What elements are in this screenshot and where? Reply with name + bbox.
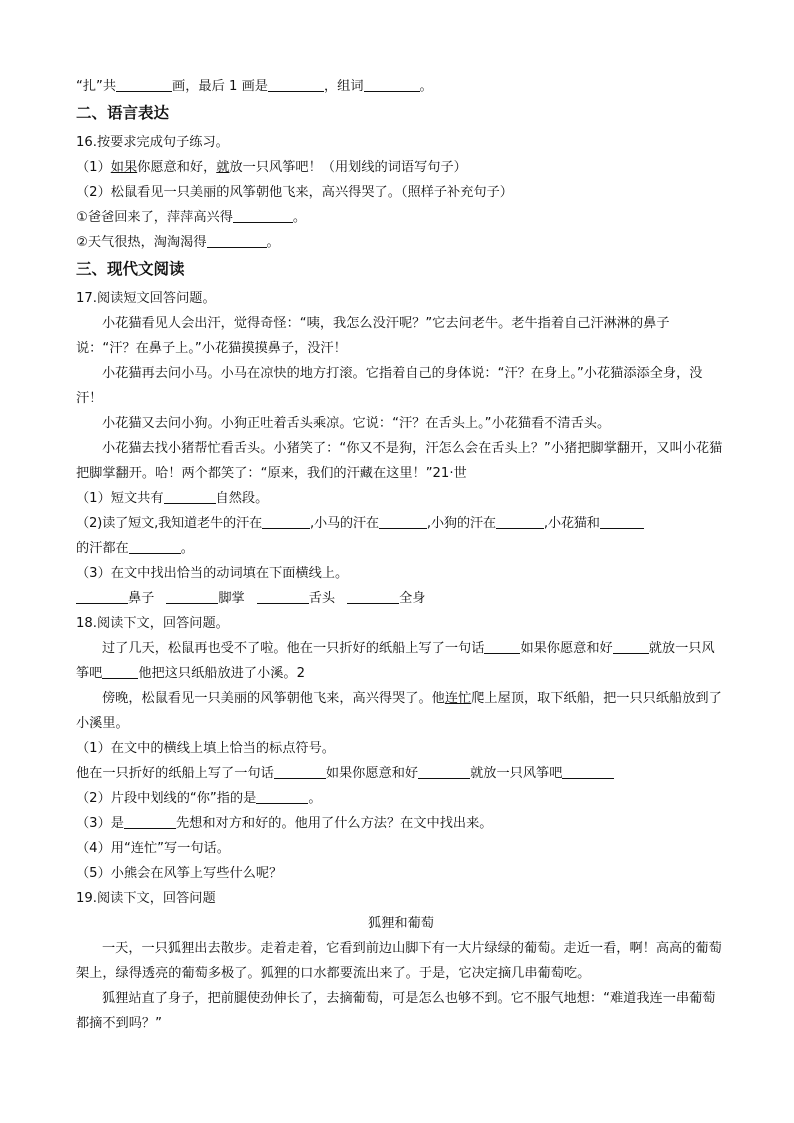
answer-blank[interactable] xyxy=(166,589,218,604)
passage-paragraph: 傍晚，松鼠看见一只美丽的风筝朝他飞来，高兴得哭了。他连忙爬上屋顶，取下纸船，把一只只纸船放到了小溪里。 xyxy=(76,691,722,731)
answer-blank[interactable] xyxy=(207,233,267,248)
question-16-item-1: ①爸爸回来了，萍萍高兴得 。 xyxy=(76,210,307,225)
answer-blank[interactable] xyxy=(102,664,138,679)
passage-paragraph: 小花猫看见人会出汗，觉得奇怪：“咦，我怎么没汗呢？”它去问老牛。老牛指着自己汗淋淋的鼻子说：“汗？在鼻子上。”小花猫摸摸鼻子，没汗！ xyxy=(76,316,670,356)
passage-paragraph: 小花猫再去问小马。小马在凉快的地方打滚。它指着自己的身体说：“汗？在身上。”小花猫添添全身，没汗！ xyxy=(76,366,703,406)
punctuation-fill-line: 他在一只折好的纸船上写了一句话 如果你愿意和好 就放一只风筝吧 xyxy=(76,761,726,786)
question-16-item-2: ②天气很热，淘淘渴得 。 xyxy=(76,235,280,250)
question-17-heading: 17.阅读短文回答问题。 xyxy=(76,291,216,306)
question-18-part-2: （2）片段中划线的“你”指的是 。 xyxy=(76,791,322,806)
section-heading-language-expression: 二、语言表达 xyxy=(76,104,170,122)
answer-blank[interactable] xyxy=(347,589,399,604)
answer-blank[interactable] xyxy=(379,514,427,529)
question-16-part-1: （1）如果你愿意和好，就放一只风筝吧！（用划线的词语写句子） xyxy=(76,160,467,175)
question-18-part-4: （4）用“连忙”写一句话。 xyxy=(76,841,230,856)
question-18-part-1: （1）在文中的横线上填上恰当的标点符号。 xyxy=(76,741,335,756)
passage-paragraph: 狐狸站直了身子，把前腿使劲伸长了，去摘葡萄，可是怎么也够不到。它不服气地想：“难道我连一串葡萄都摘不到吗？” xyxy=(76,991,716,1031)
answer-blank[interactable] xyxy=(484,639,520,654)
question-17-part-3: （3）在文中找出恰当的动词填在下面横线上。 xyxy=(76,566,349,581)
question-18-heading: 18.阅读下文，回答问题。 xyxy=(76,616,229,631)
section-heading-modern-reading: 三、现代文阅读 xyxy=(76,260,185,278)
answer-blank[interactable] xyxy=(600,514,644,529)
answer-blank[interactable] xyxy=(233,208,293,223)
passage-paragraph: 小花猫去找小猪帮忙看舌头。小猪笑了：“你又不是狗，汗怎么会在舌头上？”小猪把脚掌翻开，又叫小花猫把脚掌翻开。哈！两个都笑了：“原来，我们的汗藏在这里！”21·世 xyxy=(76,441,723,481)
answer-blank[interactable] xyxy=(76,589,128,604)
question-19-heading: 19.阅读下文，回答问题 xyxy=(76,891,216,906)
answer-blank[interactable] xyxy=(268,77,324,92)
answer-blank[interactable] xyxy=(116,77,172,92)
answer-blank[interactable] xyxy=(164,489,216,504)
passage-paragraph: 过了几天，松鼠再也受不了啦。他在一只折好的纸船上写了一句话 如果你愿意和好 就放一只风筝吧 他把这只纸船放进了小溪。2 xyxy=(76,641,715,681)
question-17-part-2: （2)读了短文,我知道老牛的汗在 ,小马的汗在 ,小狗的汗在 ,小花猫和 xyxy=(76,511,726,536)
verb-fill-line: 鼻子 脚掌 舌头 全身 xyxy=(76,586,726,611)
answer-blank[interactable] xyxy=(256,789,308,804)
answer-blank[interactable] xyxy=(274,764,326,779)
question-17-part-1: （1）短文共有 自然段。 xyxy=(76,491,269,506)
answer-blank[interactable] xyxy=(262,514,310,529)
passage-title: 狐狸和葡萄 xyxy=(368,916,434,931)
answer-blank[interactable] xyxy=(364,77,420,92)
answer-blank[interactable] xyxy=(562,764,614,779)
question-17-part-2-cont: 的汗都在 。 xyxy=(76,541,194,556)
answer-blank[interactable] xyxy=(124,814,176,829)
stroke-question-line: “扎”共 画，最后 1 画是 ，组词 。 xyxy=(76,79,433,94)
answer-blank[interactable] xyxy=(129,539,181,554)
question-18-part-5: （5）小熊会在风筝上写些什么呢？ xyxy=(76,866,283,881)
passage-paragraph: 小花猫又去问小狗。小狗正吐着舌头乘凉。它说：“汗？在舌头上。”小花猫看不清舌头。 xyxy=(102,416,611,431)
question-18-part-3: （3）是 先想和对方和好的。他用了什么方法？在文中找出来。 xyxy=(76,816,493,831)
answer-blank[interactable] xyxy=(257,589,309,604)
worksheet-page xyxy=(76,74,726,1036)
passage-paragraph: 一天，一只狐狸出去散步。走着走着，它看到前边山脚下有一大片绿绿的葡萄。走近一看，啊！高高的葡萄架上，绿得透亮的葡萄多极了。狐狸的口水都要流出来了。于是，它决定摘几串葡萄吃。 xyxy=(76,941,722,981)
question-16-part-2: （2）松鼠看见一只美丽的风筝朝他飞来，高兴得哭了。（照样子补充句子） xyxy=(76,185,513,200)
question-16-heading: 16.按要求完成句子练习。 xyxy=(76,135,229,150)
answer-blank[interactable] xyxy=(613,639,649,654)
answer-blank[interactable] xyxy=(496,514,544,529)
answer-blank[interactable] xyxy=(418,764,470,779)
